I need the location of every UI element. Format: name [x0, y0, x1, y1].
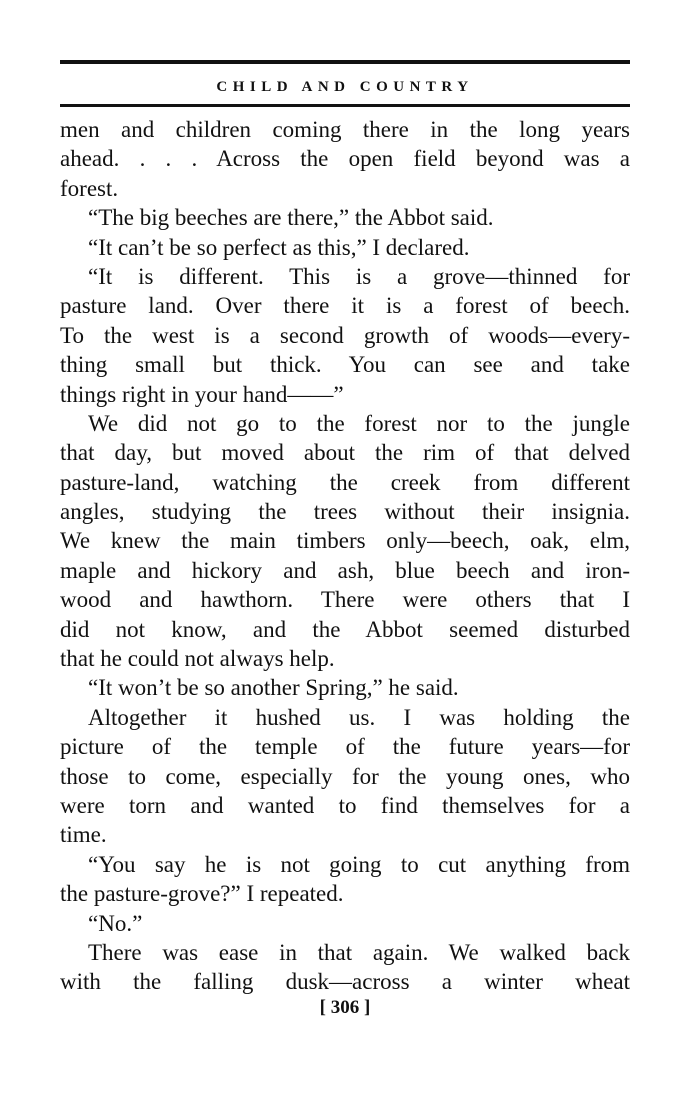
body-text: [60, 115, 630, 997]
text-line: angles, studying the trees without their insignia.: [60, 499, 630, 525]
text-line: “It won’t be so another Spring,” he said.: [88, 675, 459, 701]
text-line: Altogether it hushed us. I was holding the: [88, 704, 630, 730]
page-number: [ 306 ]: [319, 997, 371, 1018]
text-line: pasture-land, watching the creek from different: [60, 469, 630, 495]
text-line: To the west is a second growth of woods—every-: [60, 322, 630, 348]
text-line: did not know, and the Abbot seemed disturbed: [60, 616, 630, 642]
top-rule: [60, 60, 630, 64]
text-line: things right in your hand——”: [60, 381, 344, 407]
text-line: There was ease in that again. We walked back: [88, 939, 630, 965]
text-line: wood and hawthorn. There were others that I: [60, 587, 630, 613]
text-line: picture of the temple of the future years—for: [60, 734, 630, 760]
text-line: thing small but thick. You can see and take: [60, 352, 630, 378]
text-line: that day, but moved about the rim of that delved: [60, 440, 630, 466]
text-line: “No.”: [88, 910, 143, 936]
text-line: We did not go to the forest nor to the jungle: [88, 410, 630, 436]
text-line: those to come, especially for the young ones, who: [60, 763, 630, 789]
header-rule: [60, 104, 630, 107]
text-line: “You say he is not going to cut anything from: [88, 851, 630, 877]
text-line: forest.: [60, 175, 119, 201]
text-line: We knew the main timbers only—beech, oak, elm,: [60, 528, 630, 554]
text-line: “It can’t be so perfect as this,” I declared.: [88, 234, 470, 260]
text-line: time.: [60, 822, 107, 848]
text-line: ahead. . . . Across the open field beyond was a: [60, 146, 630, 172]
text-line: pasture land. Over there it is a forest of beech.: [60, 293, 630, 319]
text-line: that he could not always help.: [60, 646, 335, 672]
text-line: maple and hickory and ash, blue beech and iron-: [60, 557, 630, 583]
text-line: “It is different. This is a grove—thinned for: [88, 263, 630, 289]
book-page: [60, 60, 630, 997]
text-line: men and children coming there in the long years: [60, 117, 630, 142]
text-line: the pasture-grove?” I repeated.: [60, 881, 344, 907]
text-line: were torn and wanted to find themselves for a: [60, 792, 630, 818]
text-line: “The big beeches are there,” the Abbot said.: [88, 205, 494, 231]
text-line: with the falling dusk—across a winter wheat: [60, 969, 630, 995]
running-head: CHILD AND COUNTRY: [216, 79, 474, 95]
